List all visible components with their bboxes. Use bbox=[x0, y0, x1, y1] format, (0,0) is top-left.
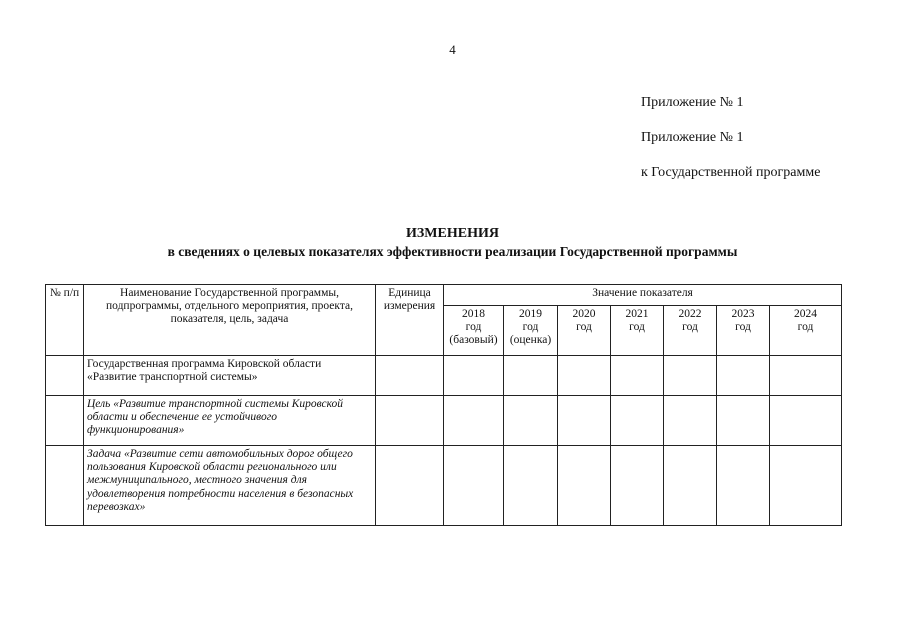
value-cell bbox=[504, 446, 558, 526]
page-number: 4 bbox=[449, 42, 456, 57]
value-cell bbox=[664, 446, 717, 526]
year-sub: год bbox=[797, 321, 814, 334]
year-sub: год bbox=[522, 321, 539, 334]
value-cell bbox=[770, 356, 842, 396]
row-name: Цель «Развитие транспортной системы Кировской области и обеспечение ее устойчивого функционирования» bbox=[84, 396, 376, 446]
year-note: (базовый) bbox=[449, 334, 498, 347]
document-title: ИЗМЕНЕНИЯ bbox=[406, 226, 499, 241]
table-row bbox=[46, 396, 842, 446]
appendix-line-1: Приложение № 1 bbox=[641, 95, 744, 110]
year-label: 2019 bbox=[519, 308, 542, 320]
value-cell bbox=[558, 396, 611, 446]
row-num bbox=[46, 356, 84, 396]
year-sub: год bbox=[465, 321, 482, 334]
value-cell bbox=[504, 356, 558, 396]
year-label: 2021 bbox=[625, 308, 649, 320]
unit-cell bbox=[376, 446, 444, 526]
appendix-line-3: к Государственной программе bbox=[641, 165, 821, 180]
value-cell bbox=[558, 356, 611, 396]
document-subtitle: в сведениях о целевых показателях эффективности реализации Государственной программы bbox=[167, 244, 738, 259]
row-name: Задача «Развитие сети автомобильных дорог общего пользования Кировской области регионального или межмуниципального, местного значения для удовлетворения потребности населения в безопасных перевозках» bbox=[84, 446, 376, 526]
value-cell bbox=[717, 396, 770, 446]
value-cell bbox=[444, 396, 504, 446]
header-value-group: Значение показателя bbox=[444, 285, 842, 306]
year-header bbox=[611, 306, 664, 356]
value-cell bbox=[611, 356, 664, 396]
value-cell bbox=[558, 446, 611, 526]
year-header bbox=[664, 306, 717, 356]
value-cell bbox=[664, 396, 717, 446]
value-cell bbox=[717, 446, 770, 526]
year-header bbox=[558, 306, 611, 356]
year-header bbox=[444, 306, 504, 356]
value-cell bbox=[664, 356, 717, 396]
year-label: 2018 bbox=[462, 308, 485, 320]
value-cell bbox=[611, 396, 664, 446]
year-header bbox=[717, 306, 770, 356]
year-label: 2023 bbox=[731, 308, 755, 320]
value-cell bbox=[770, 396, 842, 446]
table-row bbox=[46, 446, 842, 526]
year-sub: год bbox=[682, 321, 698, 334]
value-cell bbox=[611, 446, 664, 526]
year-note: (оценка) bbox=[509, 334, 552, 347]
indicators-table bbox=[45, 284, 842, 526]
year-sub: год bbox=[629, 321, 645, 334]
header-num: № п/п bbox=[46, 285, 84, 356]
year-header bbox=[504, 306, 558, 356]
value-cell bbox=[504, 396, 558, 446]
header-row-1 bbox=[46, 285, 842, 306]
year-header bbox=[770, 306, 842, 356]
value-cell bbox=[444, 356, 504, 396]
table-row bbox=[46, 356, 842, 396]
header-name: Наименование Государственной программы, подпрограммы, отдельного мероприятия, проекта, показателя, цель, задача bbox=[84, 285, 376, 356]
year-label: 2024 bbox=[794, 308, 818, 320]
year-sub: год bbox=[576, 321, 592, 334]
appendix-line-2: Приложение № 1 bbox=[641, 130, 744, 145]
year-label: 2022 bbox=[678, 308, 702, 320]
unit-cell bbox=[376, 356, 444, 396]
year-sub: год bbox=[735, 321, 751, 334]
unit-cell bbox=[376, 396, 444, 446]
row-num bbox=[46, 396, 84, 446]
value-cell bbox=[717, 356, 770, 396]
row-num bbox=[46, 446, 84, 526]
value-cell bbox=[770, 446, 842, 526]
header-unit: Единица измерения bbox=[376, 285, 444, 356]
row-name: Государственная программа Кировской области «Развитие транспортной системы» bbox=[84, 356, 376, 396]
year-label: 2020 bbox=[572, 308, 596, 320]
value-cell bbox=[444, 446, 504, 526]
